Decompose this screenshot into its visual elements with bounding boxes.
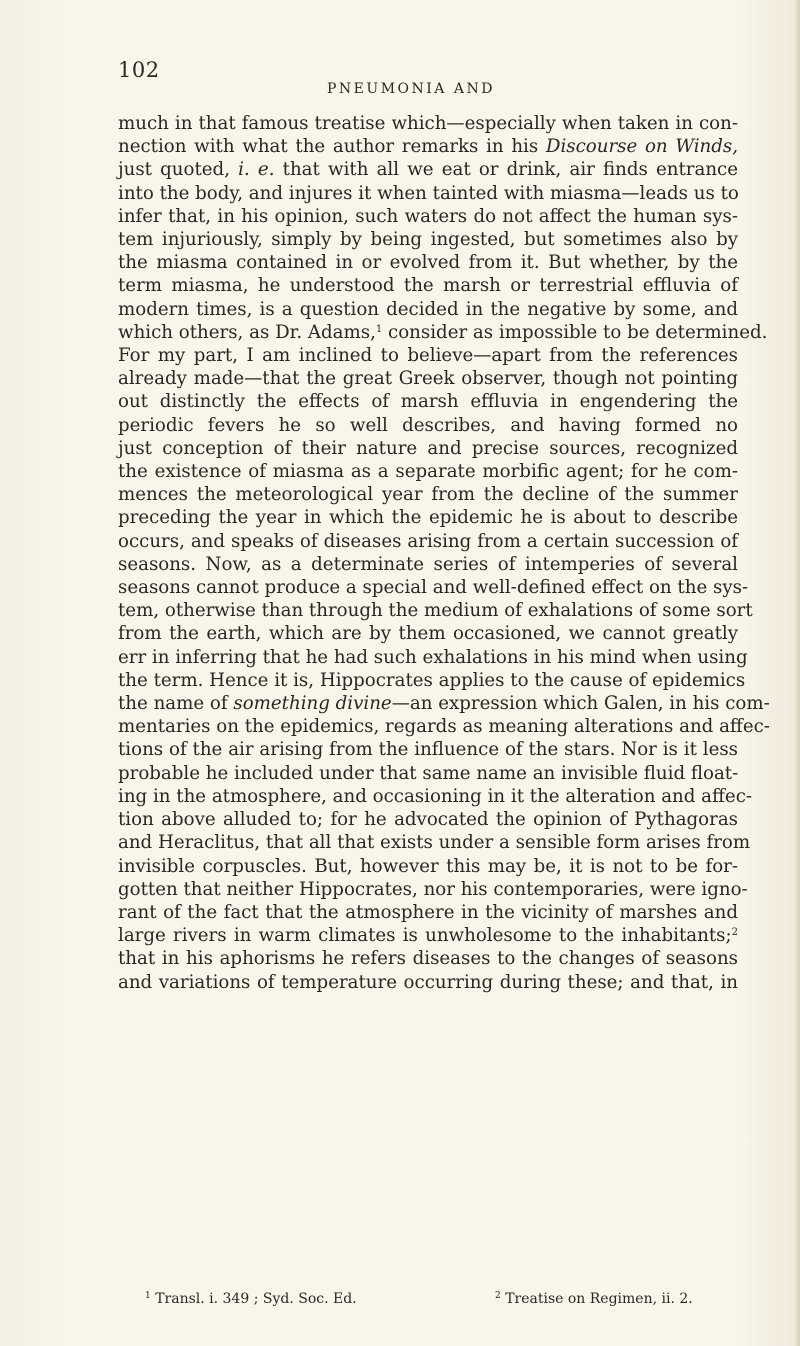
footnotes [145, 1291, 765, 1311]
text-line: mences the meteorological year from the decline of the summer [118, 484, 738, 506]
text-line: probable he included under that same name an invisible fluid float- [118, 762, 739, 784]
text-line: rant of the fact that the atmosphere in the vicinity of marshes and [118, 901, 738, 923]
text-line: and Heraclitus, that all that exists under a sensible form arises from [118, 832, 751, 854]
italic-phrase: something divine [233, 693, 392, 715]
italic-abbrev: i. e. [238, 159, 275, 181]
footnote-2: $^2$ Treatise on Regimen, ii. 2. [495, 1291, 693, 1307]
text-line: already made—that the great Greek observer, though not pointing [118, 368, 738, 390]
text-line: infer that, in his opinion, such waters do not affect the human sys- [118, 205, 738, 227]
text-line: out distinctly the effects of marsh effluvia in engendering the [118, 391, 738, 413]
text-line: which others, as Dr. Adams,$^1$ consider as impossible to be determined. [118, 321, 768, 343]
text-line: err in inferring that he had such exhalations in his mind when using [118, 646, 748, 668]
text-line: large rivers in warm climates is unwholesome to the inhabitants;$^2$ [118, 925, 738, 947]
text-line: ing in the atmosphere, and occasioning in it the alteration and affec- [118, 785, 753, 807]
text-line: tion above alluded to; for he advocated the opinion of Pythagoras [118, 809, 738, 831]
text-line: tions of the air arising from the influence of the stars. Nor is it less [118, 739, 738, 761]
text-line: into the body, and injures it when tainted with miasma—leads us to [118, 182, 739, 204]
text-line: the miasma contained in or evolved from it. But whether, by the [118, 252, 738, 274]
text-line: the existence of miasma as a separate morbific agent; for he com- [118, 461, 738, 483]
footnote-ref: 1 [375, 323, 383, 335]
footnote-mark: 2 [495, 1291, 501, 1301]
italic-title: Discourse on Winds, [545, 136, 738, 158]
text-line: term miasma, he understood the marsh or terrestrial effluvia of [118, 275, 738, 297]
text-line: the term. Hence it is, Hippocrates applies to the cause of epidemics [118, 669, 746, 691]
text-line: For my part, I am inclined to believe—apart from the references [118, 345, 738, 367]
page-number: 102 [118, 58, 160, 82]
page-header [90, 58, 730, 98]
text-line: occurs, and speaks of diseases arising from a certain succession of [118, 530, 738, 552]
text-line: nection with what the author remarks in his Discourse on Winds, [118, 136, 738, 158]
text-line: tem, otherwise than through the medium of exhalations of some sort [118, 600, 753, 622]
footnote-mark: 1 [145, 1291, 151, 1301]
text-line: much in that famous treatise which—especially when taken in con- [118, 113, 738, 134]
body-text [118, 112, 770, 994]
text-line: tem injuriously, simply by being ingested, but sometimes also by [118, 229, 738, 251]
text-line: gotten that neither Hippocrates, nor his contemporaries, were igno- [118, 878, 748, 900]
text-line: that in his aphorisms he refers diseases to the changes of seasons [118, 948, 738, 970]
text-line: from the earth, which are by them occasioned, we cannot greatly [118, 623, 738, 645]
text-line: periodic fevers he so well describes, and having formed no [118, 414, 738, 436]
running-head: PNEUMONIA AND [327, 81, 495, 97]
text-line: just conception of their nature and precise sources, recognized [118, 437, 738, 459]
text-line: invisible corpuscles. But, however this may be, it is not to be for- [118, 855, 738, 877]
text-line: seasons. Now, as a determinate series of intemperies of several [118, 553, 738, 575]
text-line: modern times, is a question decided in the negative by some, and [118, 298, 738, 320]
text-line: the name of something divine—an expression which Galen, in his com- [118, 693, 770, 715]
text-line: preceding the year in which the epidemic he is about to describe [118, 507, 738, 529]
text-line: and variations of temperature occurring during these; and that, in [118, 971, 738, 993]
footnote-ref: 2 [731, 927, 738, 939]
text-line: mentaries on the epidemics, regards as meaning alterations and affec- [118, 716, 770, 738]
text-line: seasons cannot produce a special and well-defined effect on the sys- [118, 577, 749, 599]
page-edge-shadow [794, 0, 800, 1346]
text-line: just quoted, i. e. that with all we eat or drink, air finds entrance [118, 159, 739, 181]
footnote-1: $^1$ Transl. i. 349 ; Syd. Soc. Ed. [145, 1291, 357, 1307]
